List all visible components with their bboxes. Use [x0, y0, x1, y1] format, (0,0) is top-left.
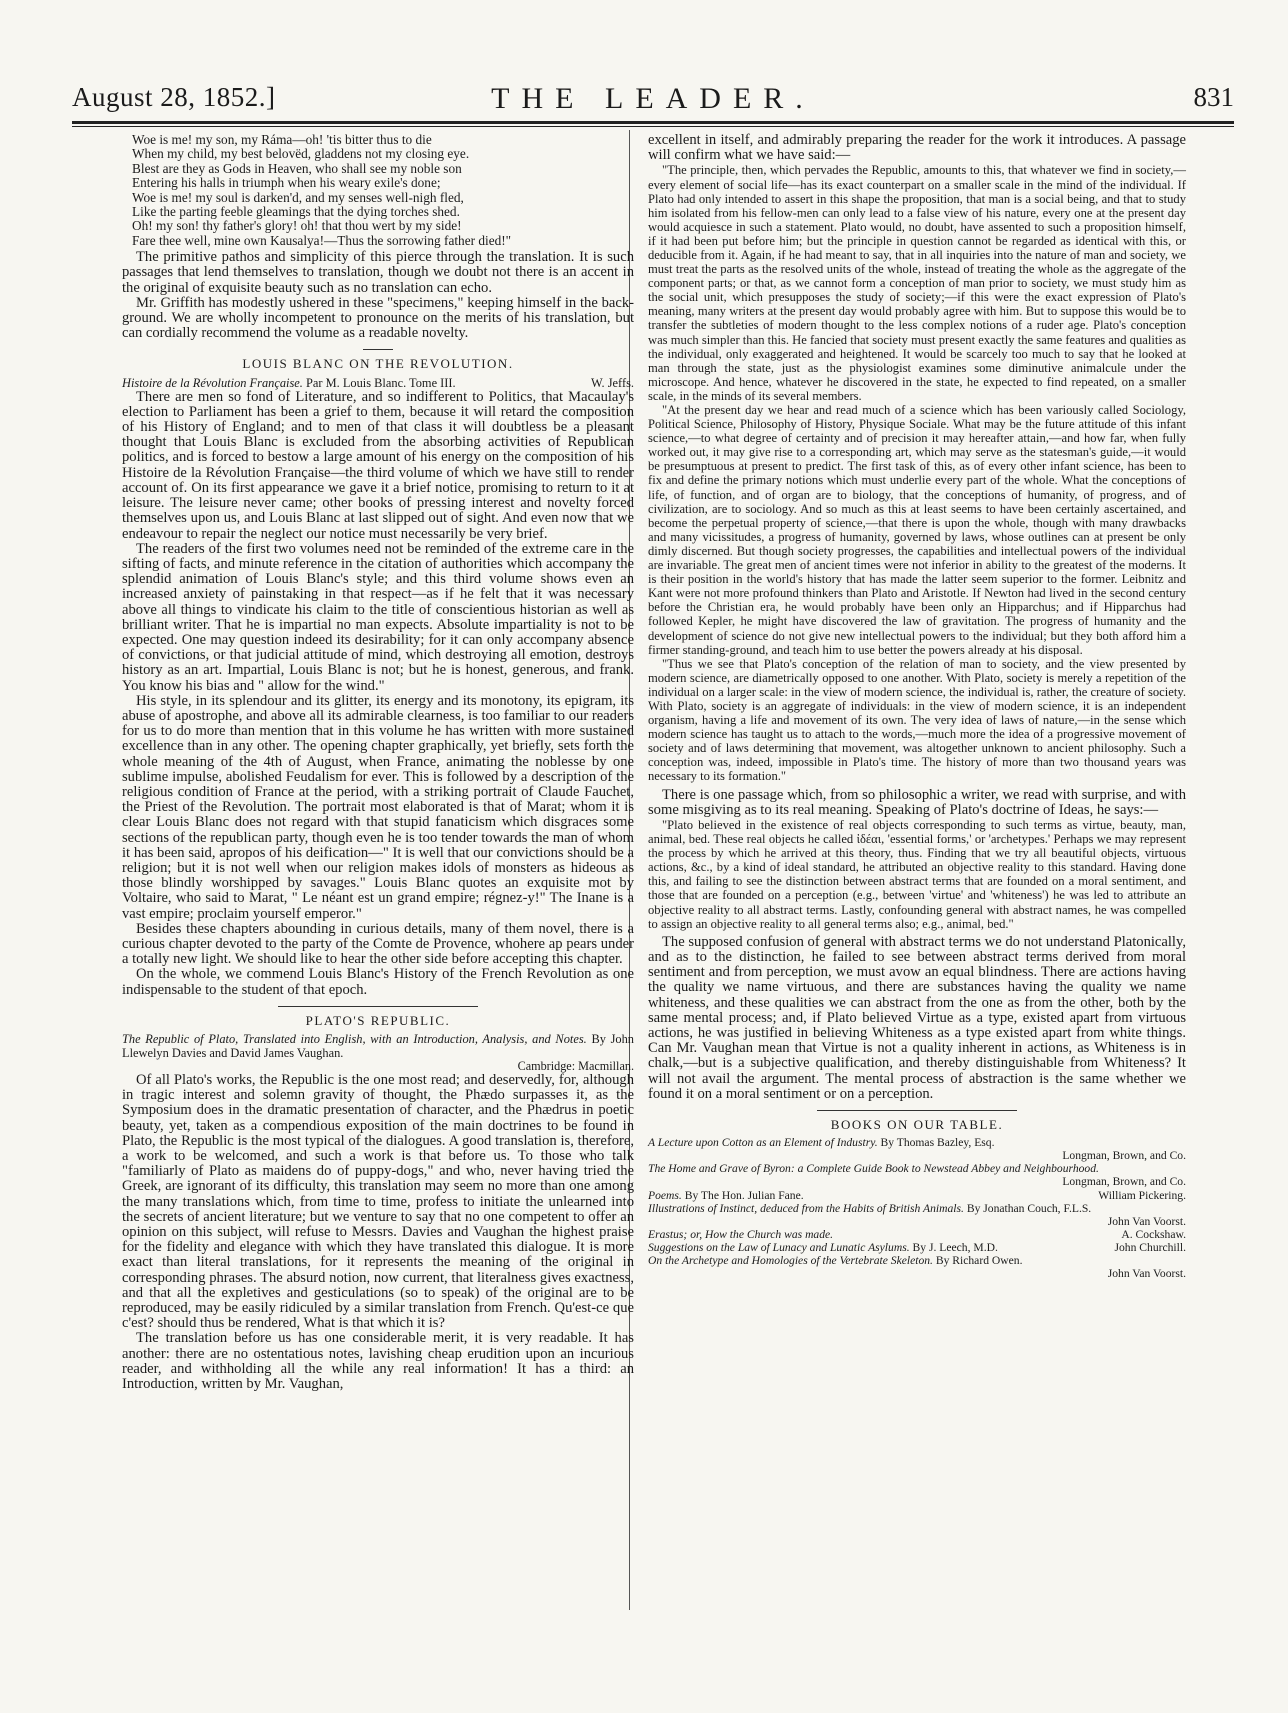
poem-line: Oh! my son! thy father's glory! oh! that thou wert by my side!: [132, 218, 462, 234]
left-column: [122, 133, 634, 1392]
paragraph: His style, in its splendour and its glitter, its energy and its monotony, its epigram, its abuse of apostrophe, and above all its admirable clearness, is too familiar to our readers for us to do more than mention that in this volume he has written with more sustained excellence than in any other. The opening chapter graphically, yet briefly, sets forth the whole meaning of the 4th of August, when France, animating the noblesse by one sublime impulse, abolished Feudalism for ever. This is followed by a description of the religious condition of France at the period, with a striking portrait of Claude Fauchet, the Priest of the Revolution. The portrait most elaborated is that of Marat; whom it is clear Louis Blanc does not regard with that stupid fanaticism which disgraces some sections of the republican party, though even he is too tender towards the man of whom it has been said, apropos of his deification—" It is well that our convictions should be a religion; but it is not well when our religion makes idols of monsters as hideous as those blindly worshipped by savages." Louis Blanc quotes an exquisite mot by Voltaire, who said to Marat, " Le néant est un grand empire; régnez-y!" The Inane is a vast empire; proclaim yourself emperor.": [122, 692, 634, 922]
paragraph: excellent in itself, and admirably preparing the reader for the work it introduces. A passage will confirm what we have said:—: [648, 132, 1186, 164]
book-publisher: Longman, Brown, and Co.: [1062, 1149, 1186, 1163]
poem-line: Blest are they as Gods in Heaven, who shall see my noble son: [132, 160, 462, 176]
paragraph: There are men so fond of Literature, and so indifferent to Politics, that Macaulay's election to Parliament has been a grief to them, because it will retard the composition of his History of England; and to men of that class it will doubtless be a pleasant thought that Louis Blanc is excluded from the absorbing activities of Republican politics, and is forced to bestow a large amount of his energy on the composition of his Histoire de la Révolution Française—the third volume of which we have still to render account of. On its first appearance we gave it a brief notice, promising to return to it at leisure. The leisure never came; other books of pressing interest and novelty forced themselves upon us, and Louis Blanc at last slipped out of sight. And even now that we endeavour to repair the neglect our notice must necessarily be very brief.: [122, 388, 634, 542]
paragraph: There is one passage which, from so philosophic a writer, we read with surprise, and with some misgiving as to its real meaning. Speaking of Plato's doctrine of Ideas, he says:—: [648, 786, 1186, 818]
book-author: By J. Leech, M.D.: [912, 1240, 998, 1254]
book-entry: [648, 1202, 1186, 1215]
section-rule: [278, 1006, 478, 1007]
book-title: Poems.: [648, 1188, 682, 1202]
book-publisher: John Churchill.: [1114, 1240, 1186, 1254]
book-title: The Republic of Plato, Translated into English, with an Introduction, Analysis, and Notes.: [122, 1032, 587, 1046]
book-entry: [648, 1254, 1186, 1267]
book-citation: [122, 376, 634, 390]
issue-date: August 28, 1852.]: [72, 82, 276, 112]
section-heading: LOUIS BLANC ON THE REVOLUTION.: [242, 356, 514, 372]
poem-line: Fare thee well, mine own Kausalya!—Thus the sorrowing father died!": [132, 232, 512, 248]
book-author: By Thomas Bazley, Esq.: [880, 1136, 995, 1150]
paragraph: Of all Plato's works, the Republic is the one most read; and deservedly, for, although in tragic interest and solemn gravity of thought, the Phædo surpasses it, as the Symposium does in the dramatic presentation of character, and the Phædrus in poetic beauty, yet, taken as a compendious exposition of the main doctrines to be found in Plato, the Republic is the most typical of the dialogues. A good translation is, therefore, a work to be welcomed, and such a work is that before us. To those who talk "familiarly of Plato as maidens do of puppy-dogs," and who, never having tried the Greek, are ignorant of its difficulty, this translation may seem no more than one among the many translations which, from time to time, profess to initiate the unlearned into the secrets of ancient literature; but we venture to say that no one competent to offer an opinion on this subject, will refuse to Messrs. Davies and Vaughan the highest praise for the fidelity and elegance with which they have translated this dialogue. It is more exact than literal translations, for it represents the meaning of the original in corresponding phrases. The absurd notion, now current, that literalness gives exactness, and that all the expletives and gesticulations (so to speak) of the original are to be reproduced, may be easily ridiculed by a similar translation from French. Qu'est-ce que c'est? should thus be rendered, What is that which it is?: [122, 1072, 634, 1332]
book-author: By Jonathan Couch, F.L.S.: [966, 1201, 1092, 1215]
book-entry: [648, 1162, 1186, 1175]
paragraph: Mr. Griffith has modestly ushered in these "specimens," keeping himself in the back-ground. We are wholly incompetent to pronounce on the merits of his translation, but can cordially recommend the volume as a readable novelty.: [122, 294, 634, 342]
block-quote: "Thus we see that Plato's conception of the relation of man to society, and the view presented by modern science, are diametrically opposed to one another. With Plato, society is merely a repetition of the individual on a larger scale: in the view of modern science, the individual is, rather, the creature of society. With Plato, society is an aggregate of individuals: in the view of modern science, it is an independent organism, having a life and movement of its own. The very idea of laws of nature,—in the sense which modern science has taught us to attach to the words,—much more the idea of a progressive movement of society and of laws determining that movement, was altogether unknown to ancient philosophy. Such a conception was, indeed, impossible in Plato's time. The history of more than two thousand years was necessary to its formation.": [648, 656, 1186, 784]
section-rule: [817, 1110, 1017, 1111]
section-rule: [363, 349, 393, 350]
poem-line: Entering his halls in triumph when his weary exile's done;: [132, 175, 441, 191]
book-citation: [122, 1032, 634, 1060]
paragraph: The supposed confusion of general with abstract terms we do not understand Platonically, and as to the distinction, he failed to see between abstract terms derived from moral sentiment and from perception, we must avow an equal blindness. There are actions having the quality we name virtuous, and there are substances having the quality we name whiteness, and these qualities we can abstract from the one as from the other, both by the same mental process; and, if Plato believed Virtue as a type, existed apart from virtuous actions, he was justified in believing Whiteness as a type existed apart from white things. Can Mr. Vaughan mean that Virtue is not a quality inherent in actions, as Whiteness is in chalk,—but is a subjective qualification, and thereby distinguishable from Whiteness? It will not avail the argument. The mental process of abstraction is the same whether we found it on a moral sentiment or on a perception.: [648, 933, 1186, 1102]
paragraph: On the whole, we commend Louis Blanc's History of the French Revolution as one indispensable to the student of that epoch.: [122, 966, 634, 998]
block-quote: "At the present day we hear and read much of a science which has been variously called Sociology, Political Science, Philosophy of History, Physique Sociale. What may be the future attitude of this infant science,—to what degree of certainty and of precision it may hereafter attain,—and how far, when fully worked out, it may give rise to a corresponding art, which may serve as the statesman's guide,—it would be presumptuous at present to predict. The first task of this, as of every other infant science, has been to fix and define the primary notions which must underlie every part of the whole. What the conceptions of life, of function, and of organ are to biology, that the conceptions of humanity, of progress, and of civilization, are to sociology. And so much as this at least seems to have been certainly ascertained, and become the perpetual property of science,—that there is upon the whole, though with many drawbacks and many vicissitudes, a progress of humanity, governed by laws, whose outlines can at present be only dimly discerned. But though society progresses, the capabilities and intellectual powers of the individual are invariable. The great men of ancient times were not inferior in ability to the greatest of the moderns. It is their position in the world's history that has made the latter seem superior to the former. Leibnitz and Kant were not more profound thinkers than Plato and Aristotle. If Newton had lived in the second century before the Christian era, he would probably have been only an Hipparchus; and if Hipparchus had followed Kepler, he might have discovered the law of gravitation. The progress of humanity and the development of science do not give new intellectual powers to the individual; but they both afford him a firmer standing-ground, and teach him to use better the powers already at his disposal.: [648, 403, 1186, 657]
poem-line: When my child, my best belovëd, gladdens not my closing eye.: [132, 146, 470, 162]
masthead-rule: [72, 121, 1234, 124]
block-quote: "The principle, then, which pervades the Republic, amounts to this, that whatever we find in society,—every element of social life—has its exact counterpart on a smaller scale in the mind of the individual. If Plato had only intended to assert in this shape the proposition, that man is a social being, and that to study him isolated from his fellow-men can only lead to a false view of his nature, every one at the present day would acquiesce in such a statement. Plato would, no doubt, have assented to such a proposition himself, if it had been put before him; but the principle in question cannot be regarded as identical with this, or deducible from it. Again, if he had meant to say, that in all inquiries into the nature of man and society, we must treat the parts as the resolved units of the whole, instead of treating the whole as the aggregate of the component parts; or that, as we cannot form a conception of man prior to society, we must study him as the social unit, which presupposes the study of society;—if this were the exact expression of Plato's meaning, many writers at the present day would probably agree with him. But to suppose this would be to transfer the subtleties of modern thought to the less complex notions of a ruder age. Plato's conception was much simpler than this. He fancied that society must present exactly the same features and qualities as the individual, only exaggerated and heightened. It would be scarcely too much to say that he looked at man through the state, just as the physiologist examines some diminutive animalcule under the microscope. And hence, whatever he discovered in the state, he expected to find repeated, on a smaller scale, in the minds of its several members.: [648, 163, 1186, 403]
book-publisher: W. Jeffs.: [590, 375, 634, 390]
section-heading: BOOKS ON OUR TABLE.: [830, 1116, 1004, 1132]
book-publisher: Longman, Brown, and Co.: [1062, 1175, 1186, 1189]
book-title: The Home and Grave of Byron: a Complete Guide Book to Newstead Abbey and Neighbourhood.: [648, 1162, 1099, 1176]
book-publisher: Cambridge: Macmillan.: [517, 1059, 634, 1073]
book-publisher: John Van Voorst.: [1107, 1214, 1186, 1228]
book-title: Illustrations of Instinct, deduced from the Habits of British Animals.: [648, 1201, 964, 1215]
book-publisher: John Van Voorst.: [1107, 1267, 1186, 1281]
paragraph: The primitive pathos and simplicity of this pierce through the translation. It is such passages that lend themselves to translation, though we doubt not there is an accent in the original of exquisite beauty such as no translation can echo.: [122, 249, 634, 296]
paragraph: Besides these chapters abounding in curious details, many of them novel, there is a curious chapter devoted to the party of the Comte de Provence, whohere ap pears under a totally new light. We should like to hear the other side before accepting this chapter.: [122, 920, 634, 968]
poem-line: Woe is me! my son, my Ráma—oh! 'tis bitter thus to die: [132, 132, 432, 147]
poem-line: Like the parting feeble gleamings that the dying torches shed.: [132, 204, 460, 220]
masthead: [72, 82, 1234, 116]
book-author: Par M. Louis Blanc. Tome III.: [306, 375, 456, 390]
newspaper-title: THE LEADER.: [491, 82, 815, 115]
right-column: [648, 133, 1186, 1280]
book-publisher: William Pickering.: [1098, 1188, 1186, 1202]
book-entry: [648, 1136, 1186, 1149]
book-title: Histoire de la Révolution Française.: [122, 375, 303, 390]
masthead-rule-thin: [72, 126, 1234, 127]
books-list: [648, 1136, 1186, 1280]
book-entry: [648, 1189, 1186, 1202]
book-entry: [648, 1228, 1186, 1241]
section-heading: PLATO'S REPUBLIC.: [305, 1012, 451, 1028]
book-title: Suggestions on the Law of Lunacy and Lunatic Asylums.: [648, 1240, 910, 1254]
book-author: By The Hon. Julian Fane.: [684, 1188, 804, 1202]
poem-line: Woe is me! my soul is darken'd, and my senses well-nigh fled,: [132, 189, 464, 205]
poem-excerpt: [132, 133, 634, 248]
book-title: Erastus; or, How the Church was made.: [648, 1227, 834, 1241]
book-author: By Richard Owen.: [935, 1253, 1023, 1267]
paragraph: The readers of the first two volumes need not be reminded of the extreme care in the sifting of facts, and minute reference in the citation of authorities which accompany the splendid animation of Louis Blanc's style; and this third volume shows even an increased anxiety of painstaking in that respect—as if he felt that it was necessary above all things to vindicate his claim to the title of conscientious historian as well as brilliant writer. That he is impartial no man expects. Absolute impartiality is not to be expected. One may question indeed its desirability; for it can only accompany absence of convictions, or that judicial attitude of mind, which destroying all emotion, destroys history as an art. Impartial, Louis Blanc is not; but he is honest, generous, and frank. You know his bias and " allow for the wind.": [122, 540, 634, 694]
book-title: On the Archetype and Homologies of the Vertebrate Skeleton.: [648, 1253, 933, 1267]
book-entry: [648, 1241, 1186, 1254]
book-author: By John Llewelyn Davies and David James Vaughan.: [122, 1032, 634, 1060]
book-publisher: A. Cockshaw.: [1121, 1227, 1186, 1241]
book-title: A Lecture upon Cotton as an Element of Industry.: [648, 1136, 878, 1150]
paragraph: The translation before us has one considerable merit, it is very readable. It has another: there are no ostentatious notes, lavishing cheap erudition upon an incurious reader, and withholding all the while any real information! It has a third: an Introduction, written by Mr. Vaughan,: [122, 1330, 634, 1393]
block-quote: "Plato believed in the existence of real objects corresponding to such terms as virtue, beauty, man, animal, bed. These real objects he called ἰδέαι, 'essential forms,' or 'archetypes.' Perhaps we may represent the process by which he arrived at this theory, thus. Finding that we try all beautiful objects, virtuous actions, &c., by a kind of ideal standard, he attributed an objective reality to this standard. Having done this, and failing to see the distinction between abstract terms that are founded on a moral sentiment, and those that are founded on a perception (e.g., between 'virtue' and 'whiteness') he was led to attribute an objective reality to all abstract terms. Lastly, confounding general with abstract names, he was compelled to assign an objective reality to all general terms also; e.g., animal, bed.": [648, 817, 1186, 931]
page-number: 831: [1193, 82, 1234, 112]
